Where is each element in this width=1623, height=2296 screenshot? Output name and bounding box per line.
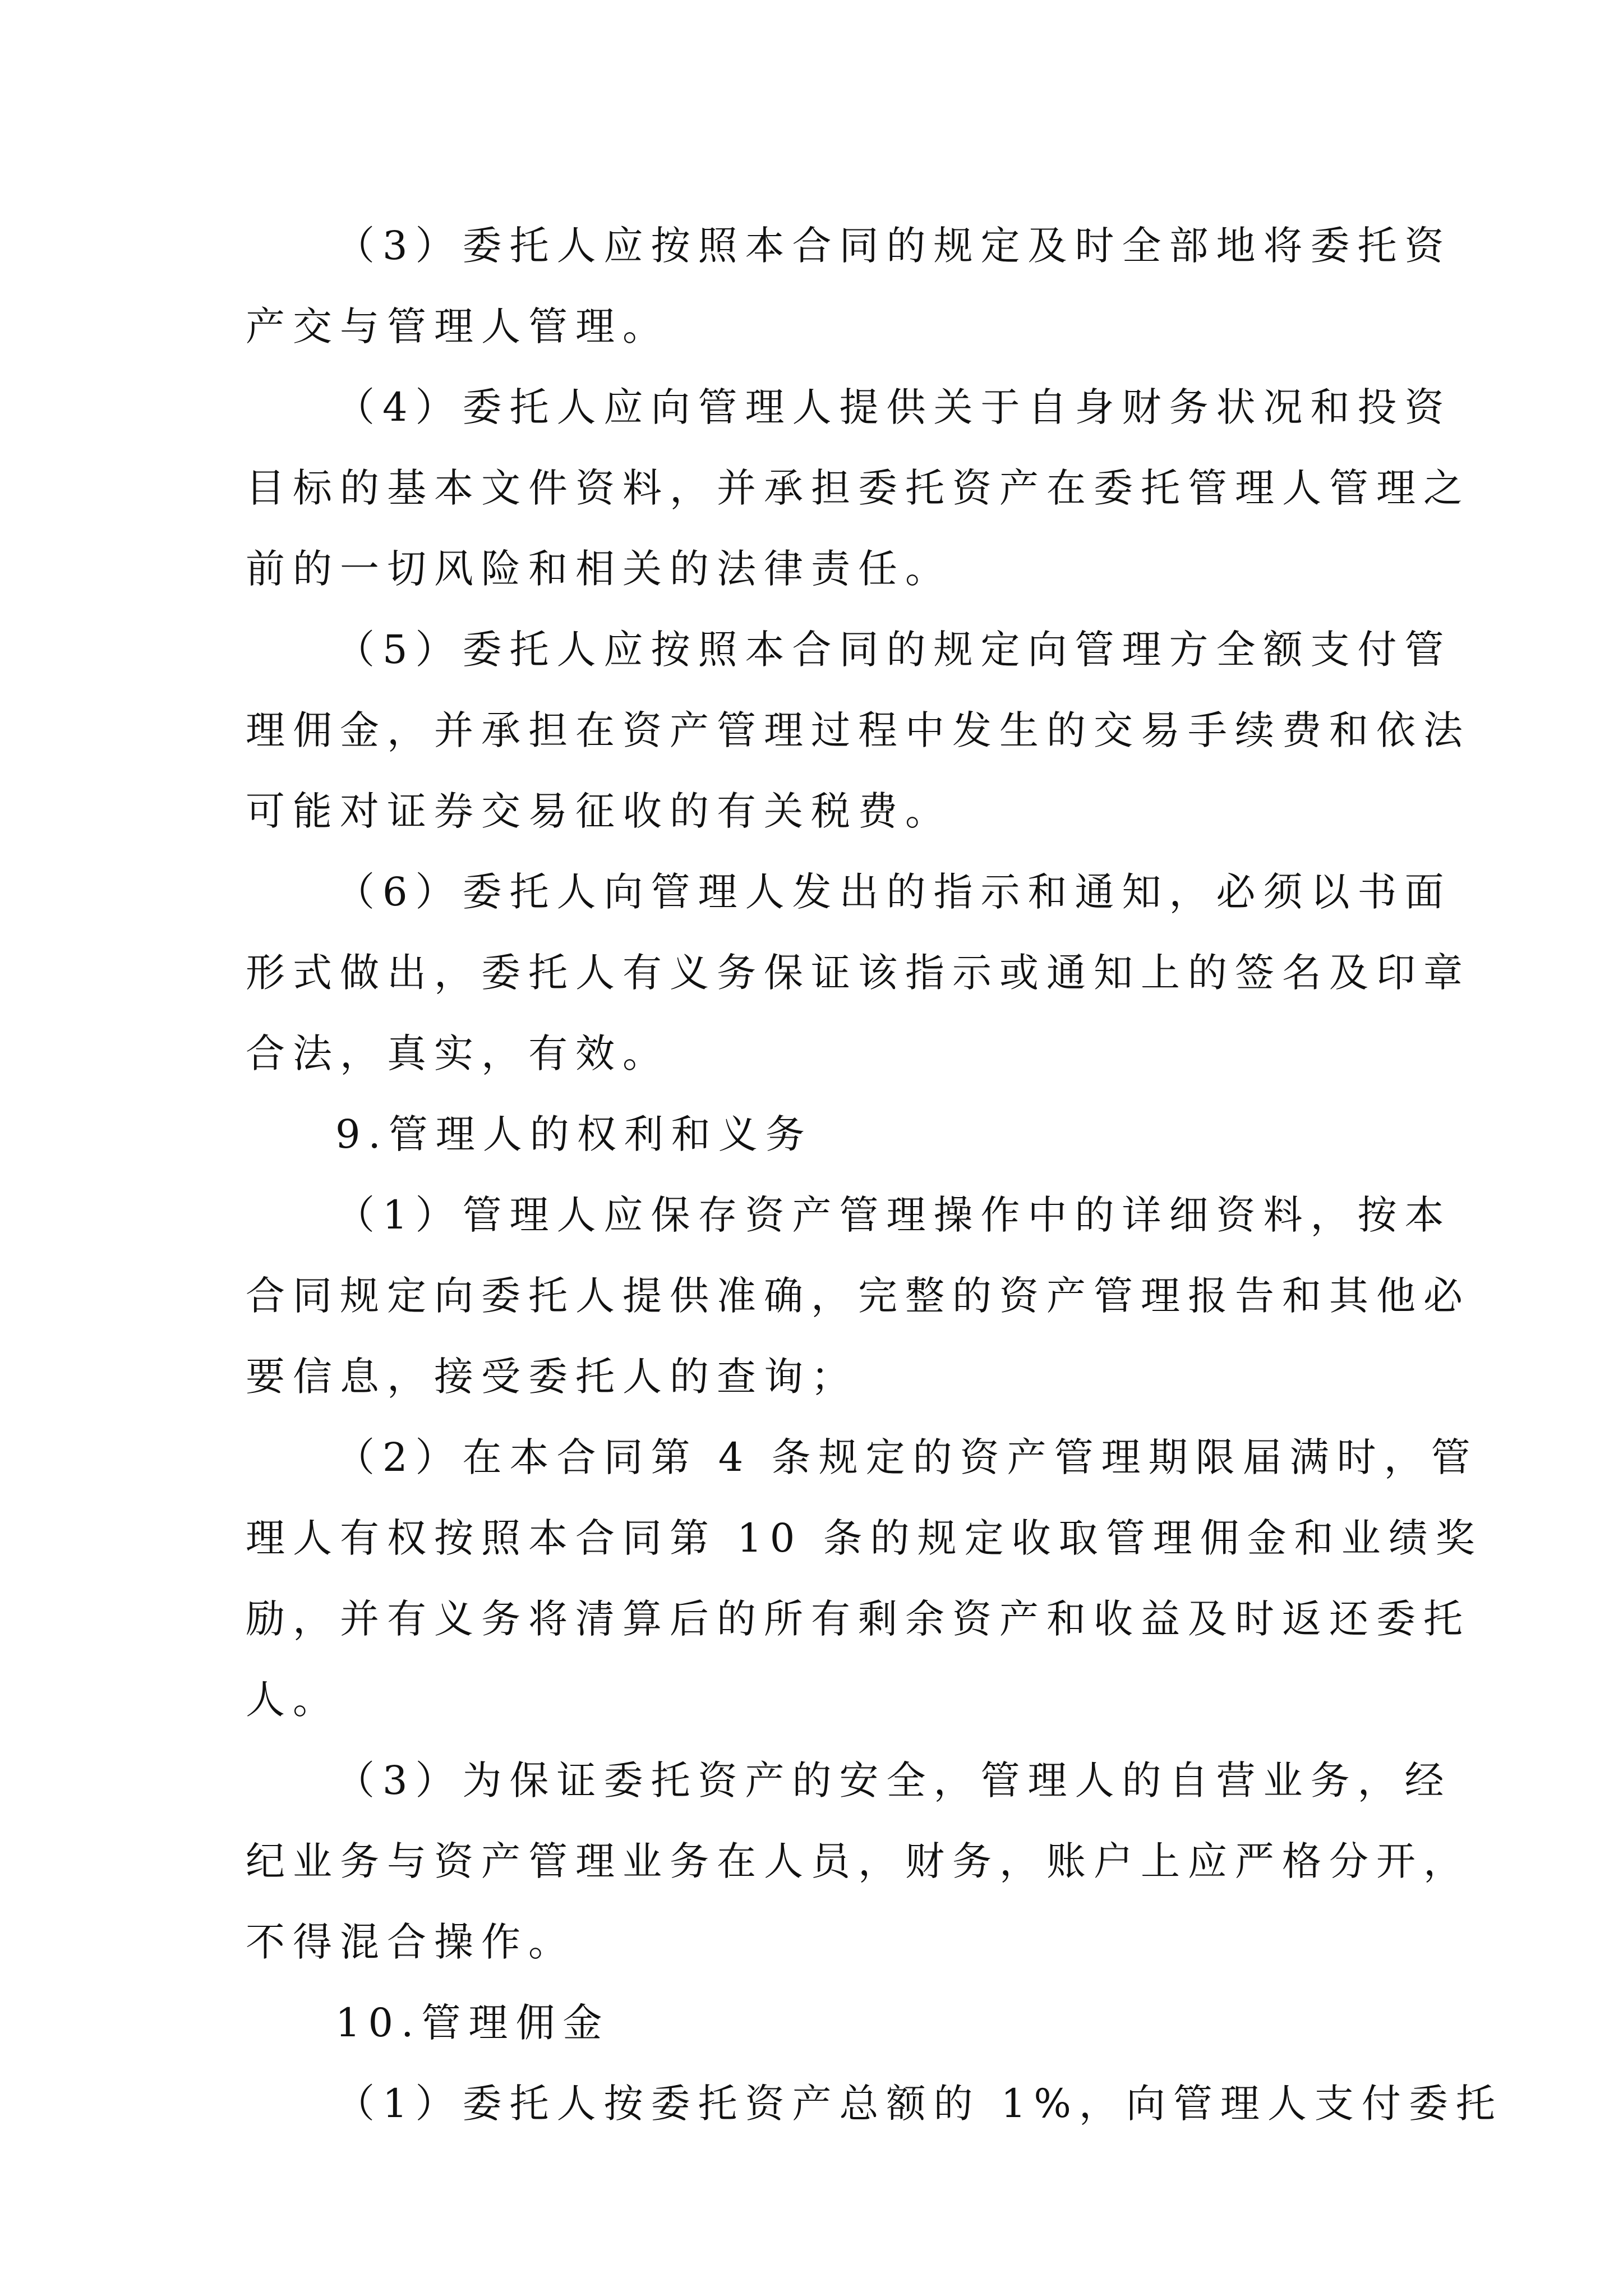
text-line: （1）管理人应保存资产管理操作中的详细资料，按本 [335, 1192, 1452, 1238]
heading-text: 10.管理佣金 [335, 2000, 610, 2046]
text-line: 要信息，接受委托人的查询； [246, 1354, 858, 1400]
paragraph-clause-8-4 [246, 367, 1470, 609]
paragraph-clause-8-5 [246, 609, 1470, 852]
text-line: （1）委托人按委托资产总额的 1%，向管理人支付委托 [335, 2081, 1503, 2127]
paragraph-clause-8-3 [246, 205, 1452, 367]
text-line: 形式做出，委托人有义务保证该指示或通知上的签名及印章 [246, 950, 1470, 996]
heading-text: 9.管理人的权利和义务 [335, 1111, 813, 1157]
text-line: 纪业务与资产管理业务在人员，财务，账户上应严格分开， [246, 1838, 1470, 1884]
section-heading-10 [246, 1982, 1373, 2063]
paragraph-clause-9-2 [246, 1417, 1483, 1740]
text-line: 不得混合操作。 [246, 1919, 575, 1965]
paragraph-clause-10-1 [246, 2063, 1503, 2144]
paragraph-clause-8-6 [246, 852, 1470, 1094]
text-line: （3）委托人应按照本合同的规定及时全部地将委托资 [335, 223, 1452, 269]
text-line: 理人有权按照本合同第 10 条的规定收取管理佣金和业绩奖 [246, 1515, 1483, 1561]
text-line: 励，并有义务将清算后的所有剩余资产和收益及时返还委托 [246, 1596, 1470, 1642]
paragraph-clause-9-3 [246, 1740, 1470, 1982]
text-line: （2）在本合同第 4 条规定的资产管理期限届满时，管 [335, 1434, 1478, 1480]
text-line: 合法，真实，有效。 [246, 1030, 670, 1076]
text-line: 产交与管理人管理。 [246, 303, 670, 349]
text-line: 可能对证券交易征收的有关税费。 [246, 788, 952, 834]
text-line: （6）委托人向管理人发出的指示和通知，必须以书面 [335, 869, 1452, 915]
text-line: 人。 [246, 1677, 340, 1723]
text-line: 合同规定向委托人提供准确，完整的资产管理报告和其他必 [246, 1273, 1470, 1319]
section-heading-9 [246, 1094, 1373, 1175]
text-line: （5）委托人应按照本合同的规定向管理方全额支付管 [335, 627, 1452, 673]
text-line: 目标的基本文件资料，并承担委托资产在委托管理人管理之 [246, 465, 1470, 511]
text-line: （3）为保证委托资产的安全，管理人的自营业务，经 [335, 1757, 1452, 1803]
text-line: 理佣金，并承担在资产管理过程中发生的交易手续费和依法 [246, 707, 1470, 753]
document-body [246, 205, 1503, 2144]
paragraph-clause-9-1 [246, 1175, 1470, 1417]
text-line: 前的一切风险和相关的法律责任。 [246, 546, 952, 592]
text-line: （4）委托人应向管理人提供关于自身财务状况和投资 [335, 384, 1452, 430]
